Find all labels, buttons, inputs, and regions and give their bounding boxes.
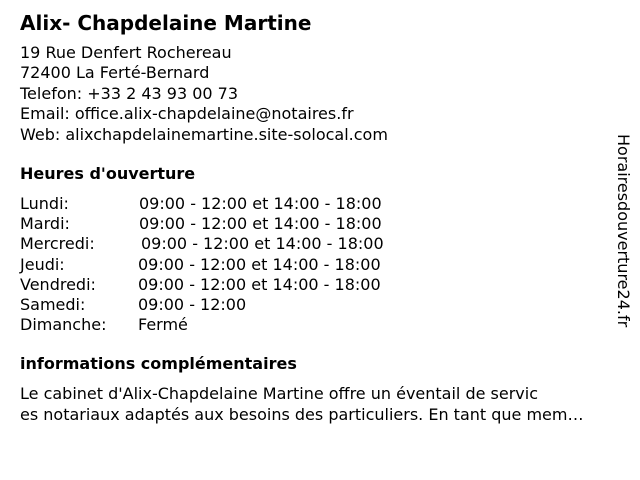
info-heading: informations complémentaires <box>20 354 297 373</box>
hours-row-thursday <box>20 255 440 275</box>
time-value: 09:00 - 12:00 et 14:00 - 18:00 <box>139 214 382 234</box>
business-name: Alix- Chapdelaine Martine <box>20 11 312 35</box>
time-value: 09:00 - 12:00 et 14:00 - 18:00 <box>141 234 384 254</box>
website: Web: alixchapdelainemartine.site-solocal.com <box>20 124 388 144</box>
info-line-1: Le cabinet d'Alix-Chapdelaine Martine offre un éventail de servic <box>20 384 538 403</box>
day-label: Mardi: <box>20 214 70 234</box>
address-city: 72400 La Ferté-Bernard <box>20 63 210 83</box>
site-watermark: Horairesdouverture24.fr <box>614 134 633 328</box>
hours-row-saturday <box>20 295 440 315</box>
hours-table <box>20 194 440 335</box>
time-value: Fermé <box>138 315 188 335</box>
hours-row-tuesday <box>20 214 440 234</box>
hours-row-monday <box>20 194 440 214</box>
day-label: Samedi: <box>20 294 86 314</box>
info-description <box>20 384 635 425</box>
day-label: Mercredi: <box>20 234 95 254</box>
time-value: 09:00 - 12:00 et 14:00 - 18:00 <box>139 194 382 213</box>
address-street: 19 Rue Denfert Rochereau <box>20 43 232 62</box>
hours-row-wednesday <box>20 234 440 254</box>
time-value: 09:00 - 12:00 et 14:00 - 18:00 <box>138 254 381 274</box>
info-line-2: es notariaux adaptés aux besoins des particuliers. En tant que mem… <box>20 404 584 424</box>
time-value: 09:00 - 12:00 et 14:00 - 18:00 <box>138 274 381 294</box>
time-value: 09:00 - 12:00 <box>138 294 247 314</box>
phone-number: Telefon: +33 2 43 93 00 73 <box>20 83 239 103</box>
day-label: Dimanche: <box>20 315 107 335</box>
hours-row-friday <box>20 275 440 295</box>
day-label: Lundi: <box>20 194 69 213</box>
day-label: Jeudi: <box>20 254 65 274</box>
day-label: Vendredi: <box>20 274 96 294</box>
hours-row-sunday <box>20 315 440 335</box>
contact-block <box>20 43 388 145</box>
email-address: Email: office.alix-chapdelaine@notaires.fr <box>20 104 354 124</box>
hours-heading: Heures d'ouverture <box>20 164 196 183</box>
